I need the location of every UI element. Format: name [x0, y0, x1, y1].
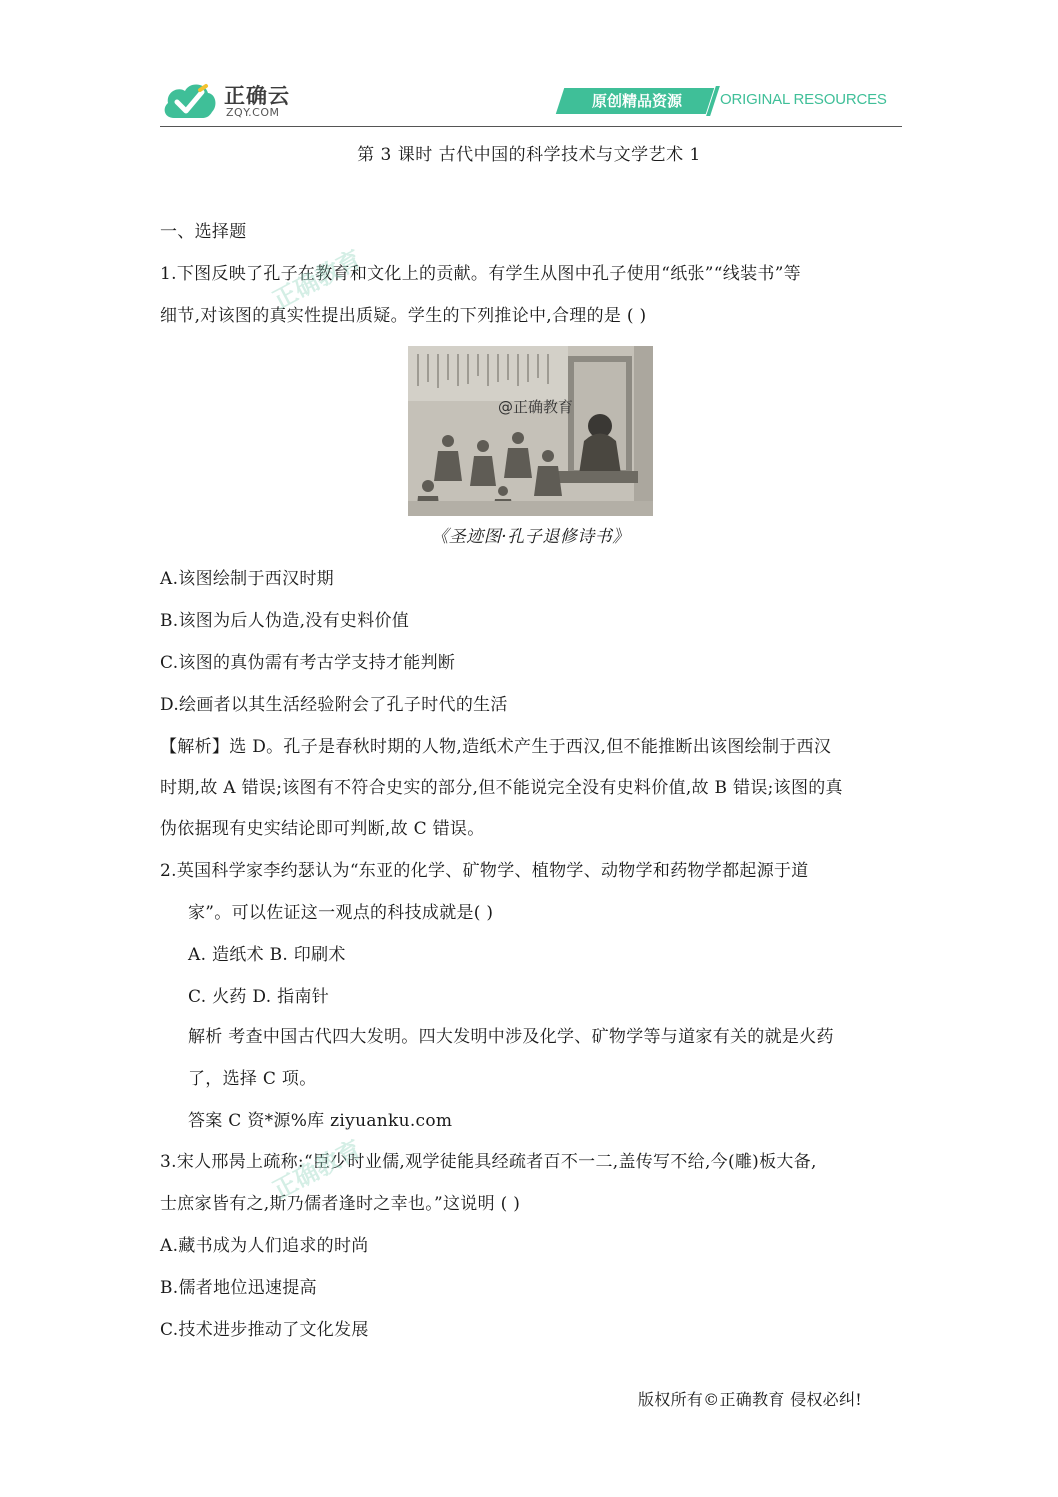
q3-option-b: B.儒者地位迅速提高	[160, 1278, 317, 1298]
copyright-footer: 版权所有©正确教育 侵权必纠!	[638, 1390, 863, 1409]
banner-label: 原创精品资源	[591, 92, 682, 110]
q1-figure-painting	[408, 346, 653, 516]
q2-stem-line2: 家”。可以佐证这一观点的科技成就是( )	[188, 903, 494, 923]
q3-option-a: A.藏书成为人们追求的时尚	[160, 1236, 369, 1256]
logo	[160, 78, 290, 122]
logo-text: 正确云	[224, 84, 290, 108]
q1-option-a: A.该图绘制于西汉时期	[160, 569, 334, 589]
q1-option-d: D.绘画者以其生活经验附会了孔子时代的生活	[160, 695, 508, 715]
q3-stem-line2: 士庶家皆有之,斯乃儒者逢时之幸也。”这说明 ( )	[160, 1194, 521, 1214]
q1-analysis-line2: 时期,故 A 错误;该图有不符合史实的部分,但不能说完全没有史料价值,故 B 错误;该图的真	[160, 778, 843, 798]
q1-option-b: B.该图为后人伪造,没有史料价值	[160, 611, 410, 631]
section-heading: 一、选择题	[160, 222, 247, 242]
q2-options-cd: C. 火药 D. 指南针	[188, 987, 330, 1007]
q2-stem-line1: 2.英国科学家李约瑟认为“东亚的化学、矿物学、植物学、动物学和药物学都起源于道	[160, 861, 809, 881]
header-divider	[160, 126, 902, 127]
page-title: 第 3 课时 古代中国的科学技术与文学艺术 1	[357, 145, 701, 165]
q2-answer: 答案 C 资*源%库 ziyuanku.com	[188, 1111, 453, 1131]
watermark: 正确教育	[268, 244, 367, 315]
q1-analysis-line3: 伪依据现有史实结论即可判断,故 C 错误。	[160, 819, 485, 839]
q3-stem-line1: 3.宋人邢昺上疏称:“臣少时业儒,观学徒能具经疏者百不一二,盖传写不给,今(雕)板大备,	[160, 1152, 817, 1172]
q1-stem-line1: 1.下图反映了孔子在教育和文化上的贡献。有学生从图中孔子使用“纸张”“线装书”等	[160, 264, 801, 284]
banner-english: ORIGINAL RESOURCES	[720, 91, 887, 108]
q2-options-ab: A. 造纸术 B. 印刷术	[188, 945, 346, 965]
painting-illustration	[408, 346, 653, 516]
watermark: 正确教育	[268, 1134, 367, 1205]
q1-analysis-line1: 【解析】选 D。孔子是春秋时期的人物,造纸术产生于西汉,但不能推断出该图绘制于西汉	[160, 737, 832, 757]
q3-option-c: C.技术进步推动了文化发展	[160, 1320, 369, 1340]
cloud-check-icon	[160, 78, 218, 122]
q2-analysis-line2: 了，选择 C 项。	[188, 1069, 317, 1089]
figure-watermark: @正确教育	[498, 398, 574, 416]
q1-figure-caption: 《圣迹图·孔子退修诗书》	[431, 527, 630, 547]
q1-option-c: C.该图的真伪需有考古学支持才能判断	[160, 653, 456, 673]
q1-stem-line2: 细节,对该图的真实性提出质疑。学生的下列推论中,合理的是 ( )	[160, 306, 647, 326]
logo-domain: ZQY.COM	[226, 106, 280, 119]
q2-analysis-line1: 解析 考查中国古代四大发明。四大发明中涉及化学、矿物学等与道家有关的就是火药	[188, 1027, 834, 1047]
